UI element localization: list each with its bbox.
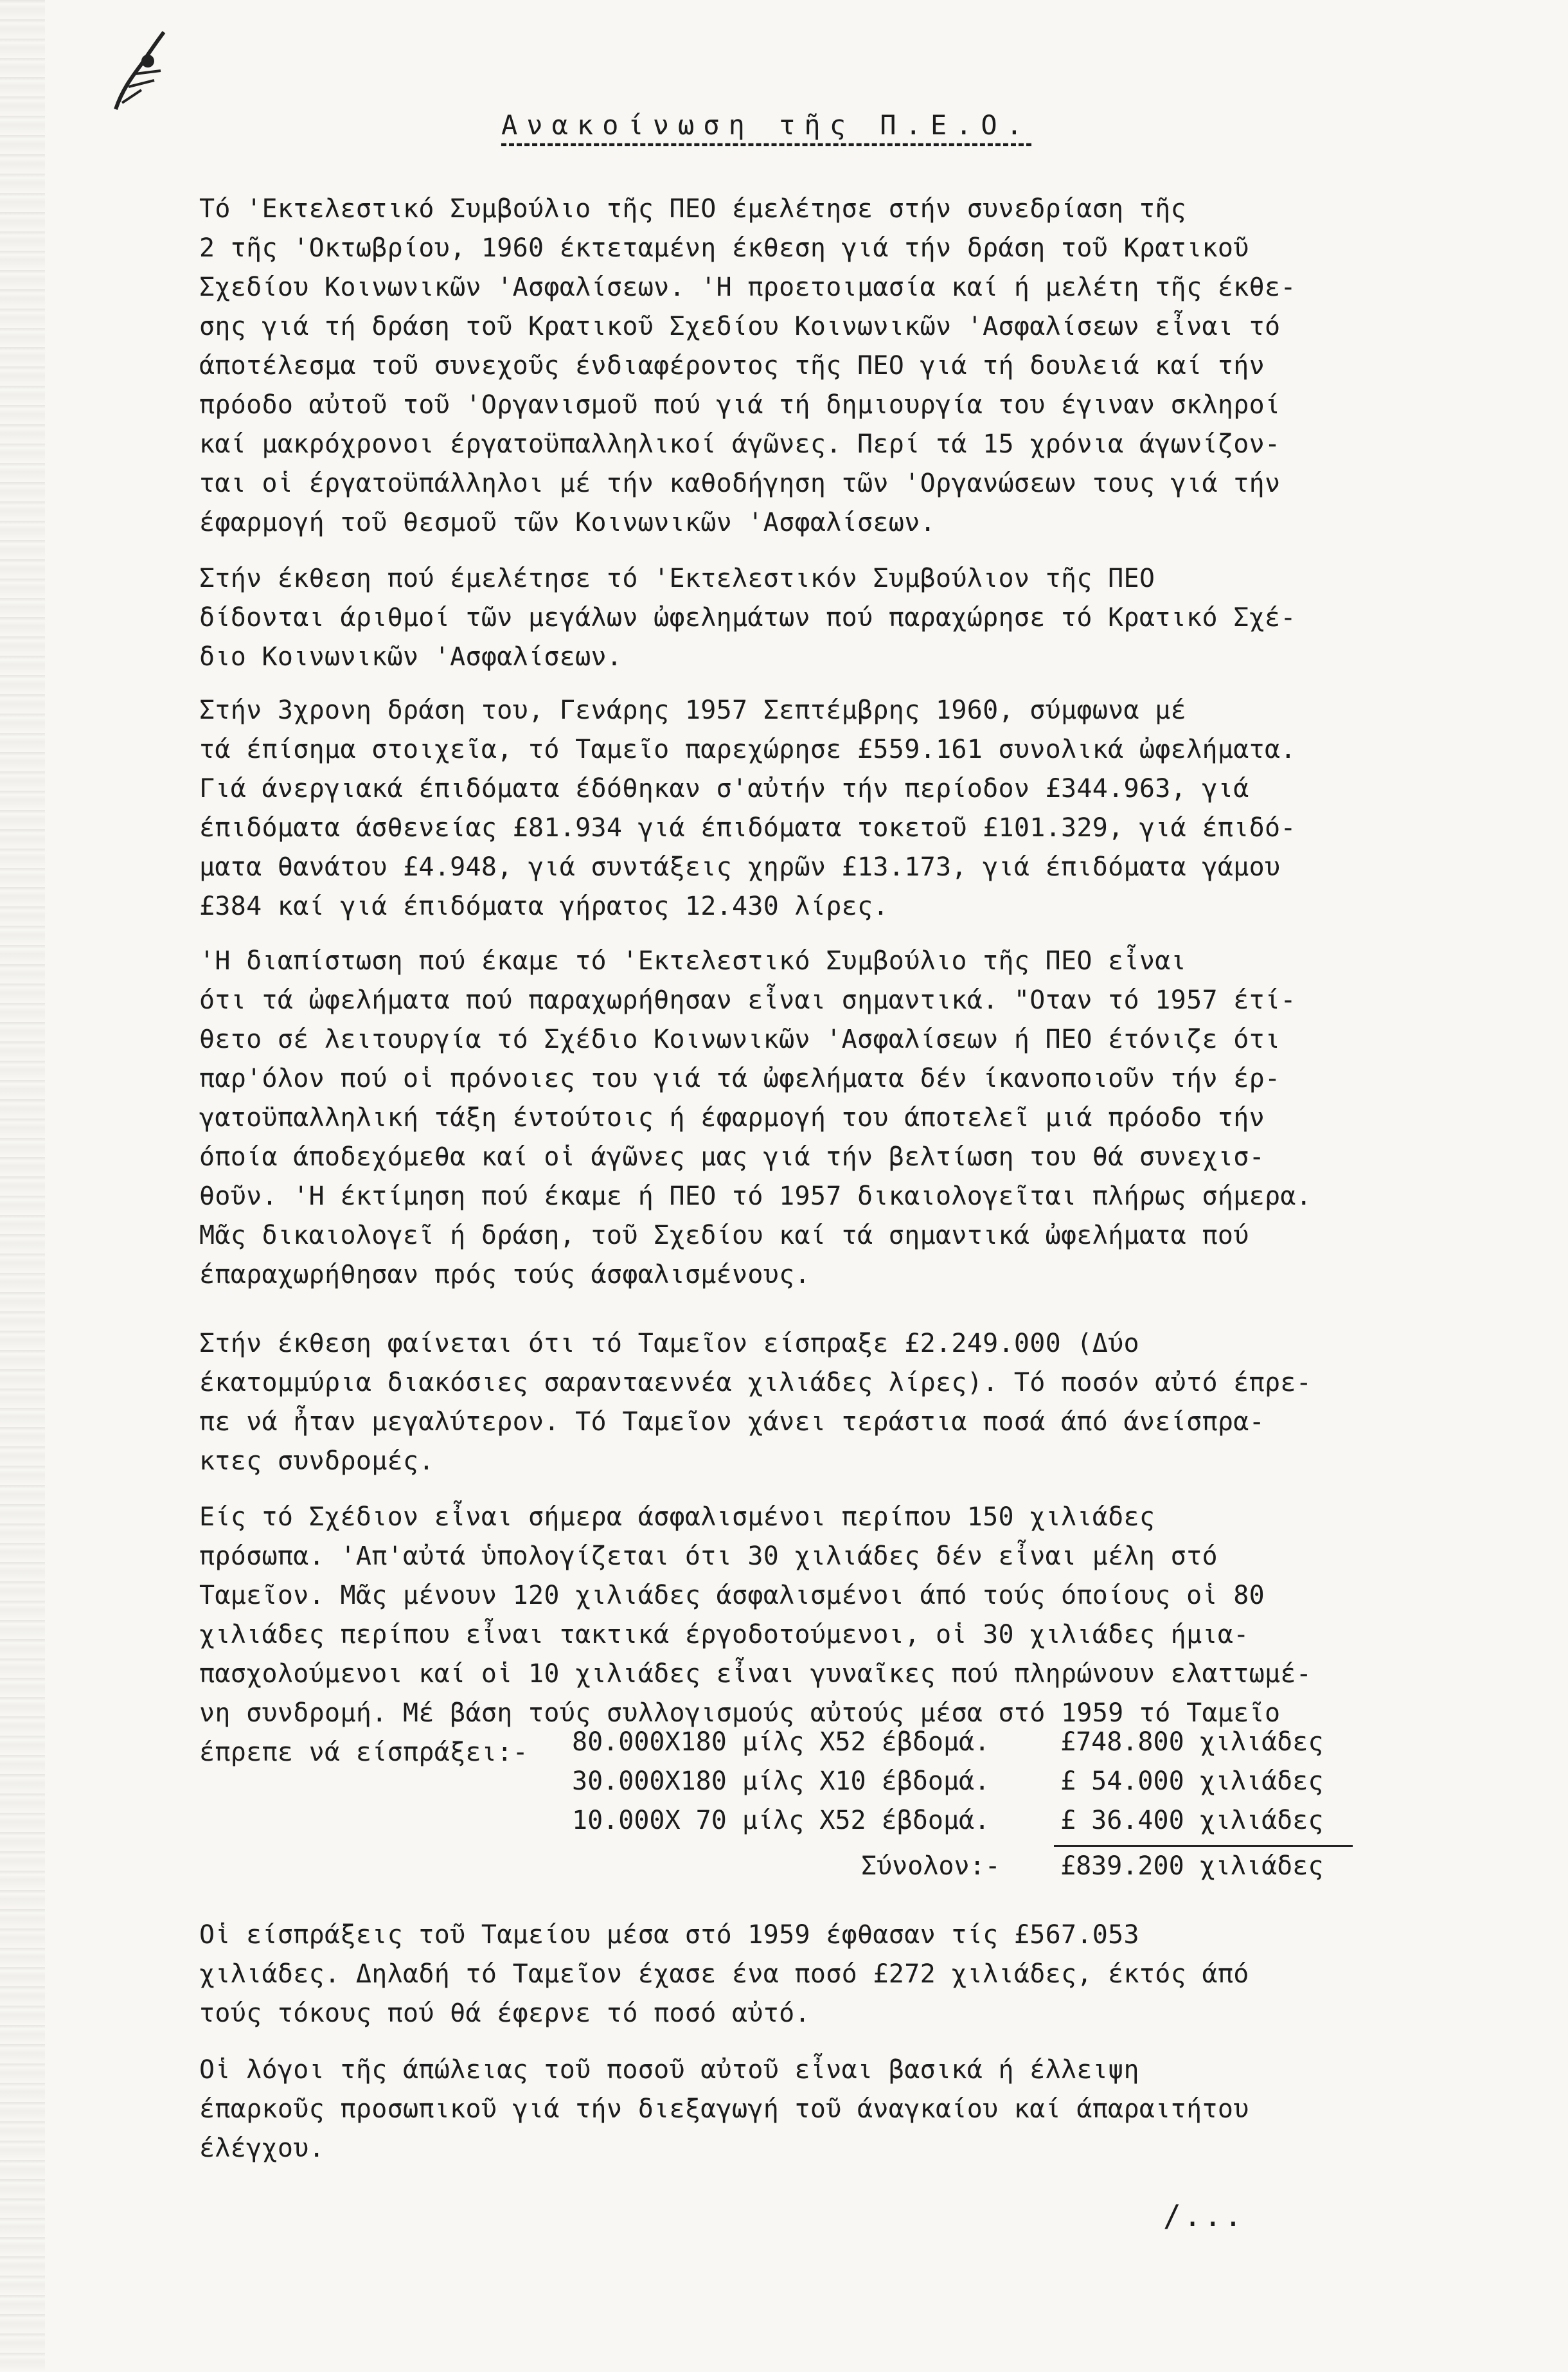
text-line: διο Κοινωνικῶν 'Ασφαλίσεων. xyxy=(199,642,623,672)
text-line: Στήν 3χρονη δράση του, Γενάρης 1957 Σεπτέμβρης 1960, σύμφωνα μέ xyxy=(199,696,1187,725)
text-line: ται οἱ έργατοϋπάλληλοι μέ τήν καθοδήγηση τῶν 'Οργανώσεων τους γιά τήν xyxy=(199,469,1281,498)
text-line: Ταμεῖον. Μᾶς μένουν 120 χιλιάδες άσφαλισμένοι άπό τούς όποίους οἱ 80 xyxy=(199,1581,1265,1610)
paragraph-8 xyxy=(199,2051,1420,2168)
text-line: πρόσωπα. 'Απ'αὐτά ὑπολογίζεται ότι 30 χιλιάδες δέν εἶναι μέλη στό xyxy=(199,1541,1218,1571)
paragraph-1 xyxy=(199,190,1420,543)
text-line: πασχολούμενοι καί οἱ 10 χιλιάδες εἶναι γυναῖκες πού πληρώνουν ελαττωμέ- xyxy=(199,1659,1312,1689)
text-line: 'Η διαπίστωση πού έκαμε τό 'Εκτελεστικό Συμβούλιο τῆς ΠΕΟ εἶναι xyxy=(199,946,1187,976)
text-line: πε νά ἦταν μεγαλύτερον. Τό Ταμεῖον χάνει τεράστια ποσά άπό άνείσπρα- xyxy=(199,1407,1265,1437)
paragraph-7 xyxy=(199,1916,1420,2033)
text-line: σης γιά τή δράση τοῦ Κρατικοῦ Σχεδίου Κοινωνικῶν 'Ασφαλίσεων εἶναι τό xyxy=(199,312,1281,341)
text-line: Τό 'Εκτελεστικό Συμβούλιο τῆς ΠΕΟ έμελέτησε στήν συνεδρίαση τῆς xyxy=(199,194,1187,224)
text-line: δίδονται άριθμοί τῶν μεγάλων ὠφελημάτων πού παραχώρησε τό Κρατικό Σχέ- xyxy=(199,603,1296,633)
text-line: έπρεπε νά είσπράξει:- xyxy=(199,1738,529,1767)
continuation-mark: /... xyxy=(1163,2198,1245,2233)
text-line: ότι τά ὠφελήματα πού παραχωρήθησαν εἶναι σημαντικά. "Οταν τό 1957 έτί- xyxy=(199,985,1296,1015)
text-line: Οἱ λόγοι τῆς άπώλειας τοῦ ποσοῦ αὐτοῦ εἶναι βασικά ή έλλειψη xyxy=(199,2055,1139,2085)
text-line: ματα θανάτου £4.948, γιά συντάξεις χηρῶν £13.173, γιά έπιδόματα γάμου xyxy=(199,852,1281,882)
calc-amount: £ 36.400 χιλιάδες xyxy=(1060,1806,1324,1835)
text-line: παρ'όλον πού οἱ πρόνοιες του γιά τά ὠφελήματα δέν ίκανοποιοῦν τήν έρ- xyxy=(199,1064,1281,1093)
text-line: θετο σέ λειτουργία τό Σχέδιο Κοινωνικῶν 'Ασφαλίσεων ή ΠΕΟ έτόνιζε ότι xyxy=(199,1025,1281,1054)
text-line: κτες συνδρομές. xyxy=(199,1446,434,1476)
subtotal-rule xyxy=(1054,1845,1353,1847)
text-line: Στήν έκθεση φαίνεται ότι τό Ταμεῖον είσπραξε £2.249.000 (Δύο xyxy=(199,1329,1139,1358)
paragraph-3 xyxy=(199,691,1420,926)
calc-formula: 80.000Χ180 μίλς Χ52 έβδομά. xyxy=(572,1727,990,1757)
text-line: έπαρκοῦς προσωπικοῦ γιά τήν διεξαγωγή τοῦ άναγκαίου καί άπαραιτήτου xyxy=(199,2094,1249,2124)
scan-edge-noise xyxy=(0,0,45,2372)
text-line: Σχεδίου Κοινωνικῶν 'Ασφαλίσεων. 'Η προετοιμασία καί ή μελέτη τῆς έκθε- xyxy=(199,273,1296,302)
document-title: Ανακοίνωση τῆς Π.Ε.Ο. xyxy=(501,109,1032,141)
text-line: τούς τόκους πού θά έφερνε τό ποσό αὐτό. xyxy=(199,1999,810,2028)
text-line: Γιά άνεργιακά έπιδόματα έδόθηκαν σ'αὐτήν τήν περίοδον £344.963, γιά xyxy=(199,774,1249,804)
text-line: θοῦν. 'Η έκτίμηση πού έκαμε ή ΠΕΟ τό 1957 δικαιολογεῖται πλήρως σήμερα. xyxy=(199,1182,1312,1211)
text-line: έφαρμογή τοῦ θεσμοῦ τῶν Κοινωνικῶν 'Ασφαλίσεων. xyxy=(199,508,936,537)
text-line: Οἱ είσπράξεις τοῦ Ταμείου μέσα στό 1959 έφθασαν τίς £567.053 xyxy=(199,1920,1139,1950)
text-line: Είς τό Σχέδιον εἶναι σήμερα άσφαλισμένοι περίπου 150 χιλιάδες xyxy=(199,1502,1155,1532)
text-line: χιλιάδες. Δηλαδή τό Ταμεῖον έχασε ένα ποσό £272 χιλιάδες, έκτός άπό xyxy=(199,1959,1249,1989)
text-line: πρόοδο αὐτοῦ τοῦ 'Οργανισμοῦ πού γιά τή δημιουργία του έγιναν σκληροί xyxy=(199,390,1281,420)
text-line: Στήν έκθεση πού έμελέτησε τό 'Εκτελεστικόν Συμβούλιον τῆς ΠΕΟ xyxy=(199,564,1155,593)
calc-formula: 30.000Χ180 μίλς Χ10 έβδομά. xyxy=(572,1766,990,1796)
text-line: Μᾶς δικαιολογεῖ ή δράση, τοῦ Σχεδίου καί τά σημαντικά ὠφελήματα πού xyxy=(199,1221,1249,1250)
calc-formula: 10.000Χ 70 μίλς Χ52 έβδομά. xyxy=(572,1806,990,1835)
text-line: τά έπίσημα στοιχεῖα, τό Ταμεῖο παρεχώρησε £559.161 συνολικά ὠφελήματα. xyxy=(199,735,1296,764)
paragraph-5 xyxy=(199,1324,1420,1481)
calc-amount: £748.800 χιλιάδες xyxy=(1060,1727,1324,1757)
text-line: καί μακρόχρονοι έργατοϋπαλληλικοί άγῶνες. Περί τά 15 χρόνια άγωνίζον- xyxy=(199,429,1281,459)
text-line: όποία άποδεχόμεθα καί οἱ άγῶνες μας γιά τήν βελτίωση του θά συνεχισ- xyxy=(199,1142,1265,1172)
text-line: έπαραχωρήθησαν πρός τούς άσφαλισμένους. xyxy=(199,1260,810,1289)
text-line: £384 καί γιά έπιδόματα γήρατος 12.430 λίρες. xyxy=(199,892,889,921)
paragraph-2 xyxy=(199,559,1420,677)
text-line: χιλιάδες περίπου εἶναι τακτικά έργοδοτούμενοι, οἱ 30 χιλιάδες ήμια- xyxy=(199,1620,1249,1649)
text-line: έκατομμύρια διακόσιες σαρανταεννέα χιλιάδες λίρες). Τό ποσόν αὐτό έπρε- xyxy=(199,1368,1312,1397)
text-line: 2 τῆς 'Οκτωβρίου, 1960 έκτεταμένη έκθεση γιά τήν δράση τοῦ Κρατικοῦ xyxy=(199,233,1249,263)
calc-amount: £ 54.000 χιλιάδες xyxy=(1060,1766,1324,1796)
text-line: γατοϋπαλληλική τάξη έντούτοις ή έφαρμογή του άποτελεῖ μιά πρόοδο τήν xyxy=(199,1103,1265,1133)
paragraph-4 xyxy=(199,942,1420,1295)
text-line: άποτέλεσμα τοῦ συνεχοῦς ένδιαφέροντος τῆς ΠΕΟ γιά τή δουλειά καί τήν xyxy=(199,351,1265,381)
total-label: Σύνολον:- xyxy=(861,1851,1001,1881)
text-line: έπιδόματα άσθενείας £81.934 γιά έπιδόματα τοκετοῦ £101.329, γιά έπιδό- xyxy=(199,813,1296,843)
handwritten-mark-icon xyxy=(103,26,174,122)
text-line: νη συνδρομή. Μέ βάση τούς συλλογισμούς αὐτούς μέσα στό 1959 τό Ταμεῖο xyxy=(199,1698,1281,1728)
total-amount: £839.200 χιλιάδες xyxy=(1060,1851,1324,1881)
text-line: έλέγχου. xyxy=(199,2134,325,2163)
